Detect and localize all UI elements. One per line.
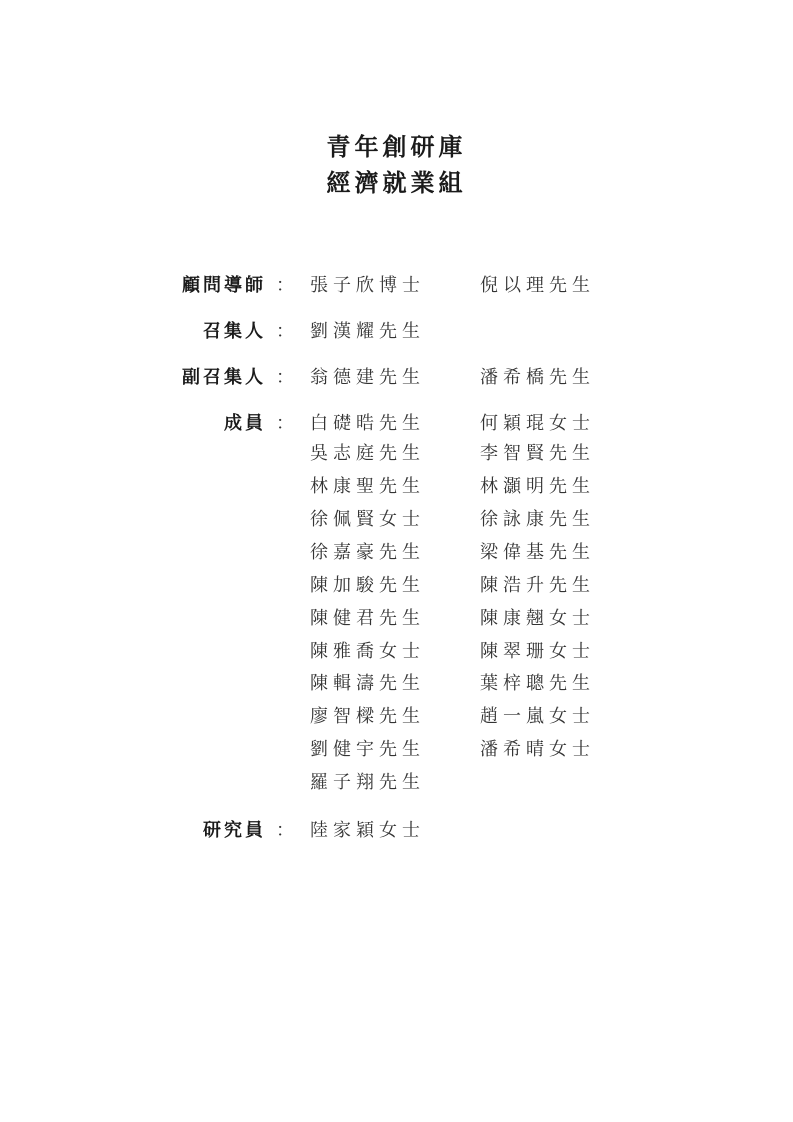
researcher-label: 研究員 — [203, 820, 266, 841]
deputy-convenor-colon: ： — [276, 367, 294, 388]
member-name: 梁偉基先生 — [480, 542, 595, 563]
member-name: 徐佩賢女士 — [310, 509, 425, 530]
researcher-name: 陸家穎女士 — [310, 820, 425, 841]
member-name: 陳雅喬女士 — [310, 641, 425, 662]
convenor-label: 召集人 — [203, 321, 266, 342]
member-name: 陳翠珊女士 — [480, 641, 595, 662]
advisor-name: 張子欣博士 — [310, 275, 425, 296]
member-name: 陳浩升先生 — [480, 575, 595, 596]
deputy-convenor-label: 副召集人 — [182, 367, 266, 388]
member-name: 林康聖先生 — [310, 476, 425, 497]
deputy-convenor-name: 翁德建先生 — [310, 367, 425, 388]
member-name: 吳志庭先生 — [310, 443, 425, 464]
page-title: 青年創研庫 — [326, 133, 467, 161]
member-name: 劉健宇先生 — [310, 739, 425, 760]
member-name: 陳加駿先生 — [310, 575, 425, 596]
member-name: 徐詠康先生 — [480, 509, 595, 530]
member-name: 李智賢先生 — [480, 443, 595, 464]
member-name: 潘希晴女士 — [480, 739, 595, 760]
advisors-label: 顧問導師 — [182, 275, 266, 296]
deputy-convenor-name: 潘希橋先生 — [480, 367, 595, 388]
convenor-colon: ： — [276, 321, 294, 342]
member-name: 林灝明先生 — [480, 476, 595, 497]
advisor-name: 倪以理先生 — [480, 275, 595, 296]
member-name: 葉梓聰先生 — [480, 673, 595, 694]
member-name: 陳康翹女士 — [480, 608, 595, 629]
convenor-name: 劉漢耀先生 — [310, 321, 425, 342]
member-name: 陳健君先生 — [310, 608, 425, 629]
members-colon: ： — [276, 413, 294, 434]
member-name: 趙一嵐女士 — [480, 706, 595, 727]
advisors-colon: ： — [276, 275, 294, 296]
page-subtitle: 經濟就業組 — [326, 169, 467, 197]
member-name: 羅子翔先生 — [310, 772, 425, 793]
member-name: 何穎琨女士 — [480, 413, 595, 434]
researcher-colon: ： — [276, 820, 294, 841]
member-name: 陳輯濤先生 — [310, 673, 425, 694]
member-name: 廖智樑先生 — [310, 706, 425, 727]
members-label: 成員 — [224, 413, 266, 434]
member-name: 徐嘉豪先生 — [310, 542, 425, 563]
member-name: 白礎晧先生 — [310, 413, 425, 434]
